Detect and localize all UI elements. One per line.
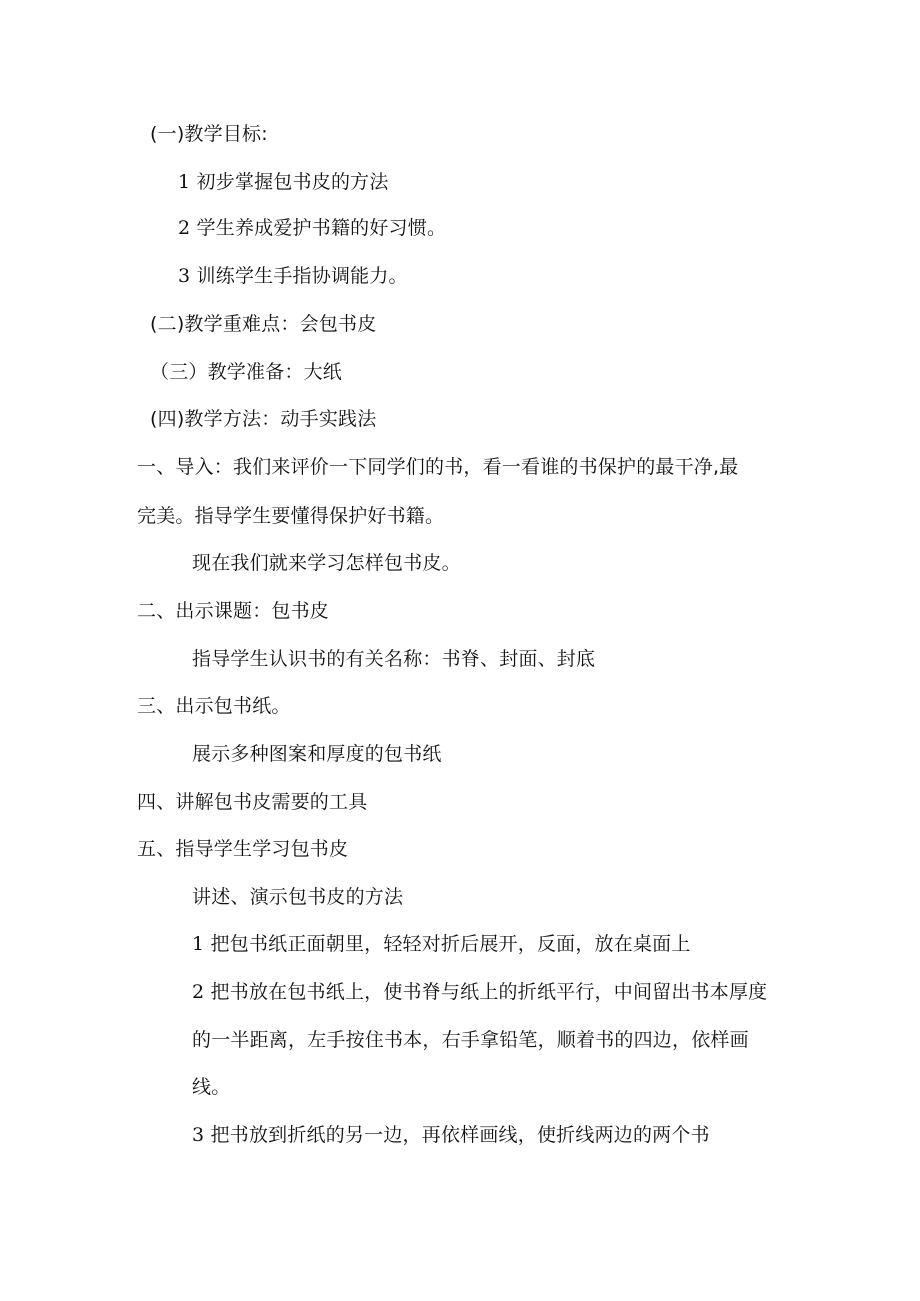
step-text: 把包书纸正面朝里，轻轻对折后展开，反面，放在桌面上 — [210, 933, 691, 955]
section-5-title: 五、指导学生学习包书皮 — [137, 838, 349, 860]
step-2-continuation-1: 的一半距离，左手按住书本，右手拿铅笔，顺着书的四边，依样画 — [192, 1029, 749, 1051]
objective-number: 1 — [178, 171, 191, 193]
step-text: 把书放在包书纸上，使书脊与纸上的折纸平行，中间留出书本厚度 — [210, 981, 768, 1003]
objective-number: 3 — [178, 265, 191, 287]
section-4-title: 四、讲解包书皮需要的工具 — [137, 791, 368, 813]
step-item — [192, 1121, 710, 1149]
step-text: 把书放到折纸的另一边，再依样画线，使折线两边的两个书 — [210, 1124, 710, 1146]
objective-number: 2 — [178, 217, 191, 239]
section-1-line-2: 完美。指导学生要懂得保护好书籍。 — [137, 505, 445, 527]
section-3-title: 三、出示包书纸。 — [137, 695, 291, 717]
objective-item — [178, 214, 446, 242]
teaching-method: (四)教学方法：动手实践法 — [150, 408, 377, 430]
objective-text: 训练学生手指协调能力。 — [196, 265, 408, 287]
section-3-body: 展示多种图案和厚度的包书纸 — [192, 743, 442, 765]
step-2-continuation-2: 线。 — [192, 1076, 231, 1098]
section-2-body: 指导学生认识书的有关名称：书脊、封面、封底 — [192, 648, 596, 670]
objective-item — [178, 262, 408, 290]
step-number: 1 — [192, 933, 205, 955]
objective-item — [178, 168, 389, 196]
objectives-heading: (一)教学目标: — [150, 123, 268, 145]
step-item — [192, 978, 767, 1006]
section-1-line-1: 一、导入：我们来评价一下同学们的书，看一看谁的书保护的最干净,最 — [137, 456, 739, 478]
section-1-line-3: 现在我们就来学习怎样包书皮。 — [192, 552, 461, 574]
section-5-intro: 讲述、演示包书皮的方法 — [192, 886, 404, 908]
section-2-title: 二、出示课题：包书皮 — [137, 600, 330, 622]
preparation: （三）教学准备：大纸 — [150, 361, 343, 383]
objective-text: 学生养成爱护书籍的好习惯。 — [196, 217, 447, 239]
objective-text: 初步掌握包书皮的方法 — [196, 171, 389, 193]
step-number: 3 — [192, 1124, 205, 1146]
step-item — [192, 930, 691, 958]
key-points: (二)教学重难点：会包书皮 — [150, 313, 377, 335]
step-number: 2 — [192, 981, 205, 1003]
